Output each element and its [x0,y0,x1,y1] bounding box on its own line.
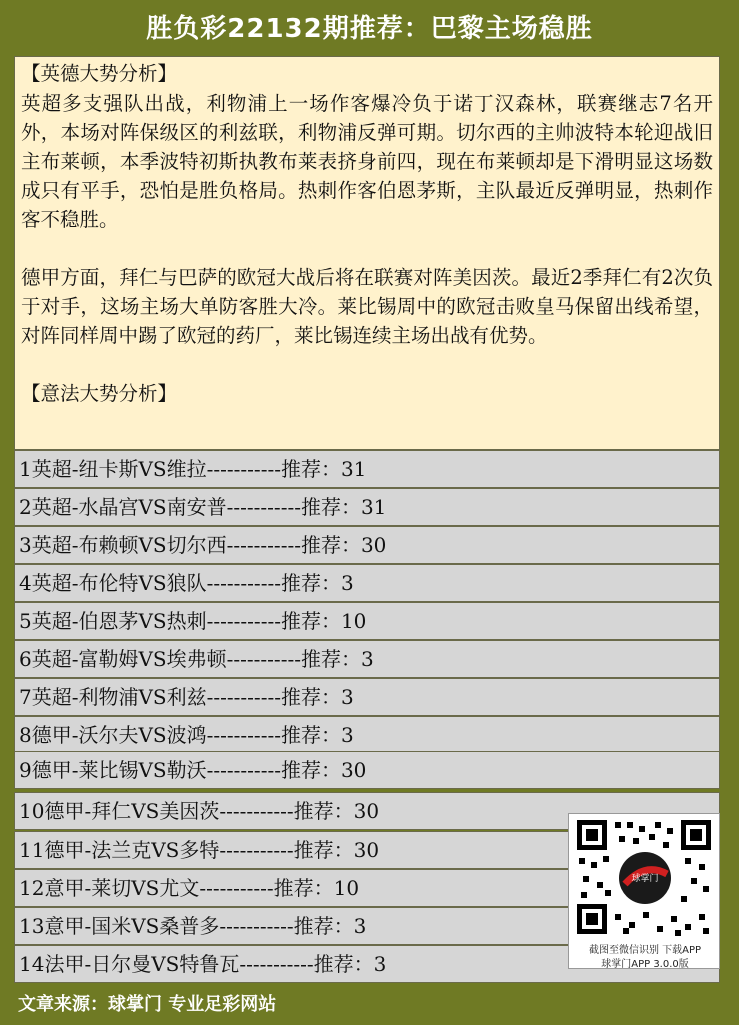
match-row-text: 4英超-布伦特VS狼队-----------推荐：3 [19,571,354,595]
match-row-text: 10德甲-拜仁VS美因茨-----------推荐：30 [19,799,380,823]
analysis-paragraph-germany: 德甲方面，拜仁与巴萨的欧冠大战后将在联赛对阵美因茨。最近2季拜仁有2次负于对手，这场主场大单防客胜大冷。莱比锡周中的欧冠击败皇马保留出线希望，对阵同样周中踢了欧冠的药厂，莱比锡连续主场出战有优势。 [21,266,713,347]
qr-logo-text: 球掌门 [631,874,659,884]
page-title: 胜负彩22132期推荐：巴黎主场稳胜 [146,13,593,44]
match-row [14,450,720,488]
qr-caption: 截图至微信识别 下载APP [588,945,702,956]
analysis-paragraph-england: 英超多支强队出战，利物浦上一场作客爆冷负于诺丁汉森林，联赛继志7名开外，本场对阵保级区的利兹联，利物浦反弹可期。切尔西的主帅波特本轮迎战旧主布莱顿，本季波特初斯执教布莱表挤身前四，现在布莱顿却是下滑明显这场数成只有平手，恐怕是胜负格局。热刺作客伯恩茅斯，主队最近反弹明显，热刺作客不稳胜。 [21,92,713,231]
qr-app-version: 球掌门APP 3.0.0版 [601,959,689,970]
section-heading-italy-france: 【意法大势分析】 [21,382,178,405]
section-heading-england-germany: 【英德大势分析】 [21,62,178,85]
qr-code-image [575,818,715,938]
match-row [14,751,720,789]
match-row [14,716,720,754]
match-row-text: 2英超-水晶宫VS南安普-----------推荐：31 [19,495,387,519]
match-row-text: 3英超-布赖顿VS切尔西-----------推荐：30 [19,533,387,557]
source-footer: 文章来源：球掌门 专业足彩网站 [18,994,277,1015]
match-row [14,640,720,678]
match-row-text: 13意甲-国米VS桑普多-----------推荐：3 [19,914,367,938]
match-row-text: 9德甲-莱比锡VS勒沃-----------推荐：30 [19,758,367,782]
paragraph-spacer [21,350,713,379]
match-row [14,488,720,526]
match-row-text: 8德甲-沃尔夫VS波鸿-----------推荐：3 [19,723,354,747]
match-row-text: 7英超-利物浦VS利兹-----------推荐：3 [19,685,354,709]
match-row [14,678,720,716]
match-row-text: 14法甲-日尔曼VS特鲁瓦-----------推荐：3 [19,952,387,976]
match-row-text: 1英超-纽卡斯VS维拉-----------推荐：31 [19,457,367,481]
match-row [14,564,720,602]
qr-code-card[interactable] [568,813,720,969]
match-row [14,602,720,640]
match-row-text: 5英超-伯恩茅VS热刺-----------推荐：10 [19,609,367,633]
match-row-text: 12意甲-莱切VS尤文-----------推荐：10 [19,876,360,900]
match-row-text: 6英超-富勒姆VS埃弗顿-----------推荐：3 [19,647,374,671]
match-row [14,526,720,564]
match-row-text: 11德甲-法兰克VS多特-----------推荐：30 [19,838,380,862]
paragraph-spacer [21,234,713,263]
analysis-panel [14,56,720,450]
